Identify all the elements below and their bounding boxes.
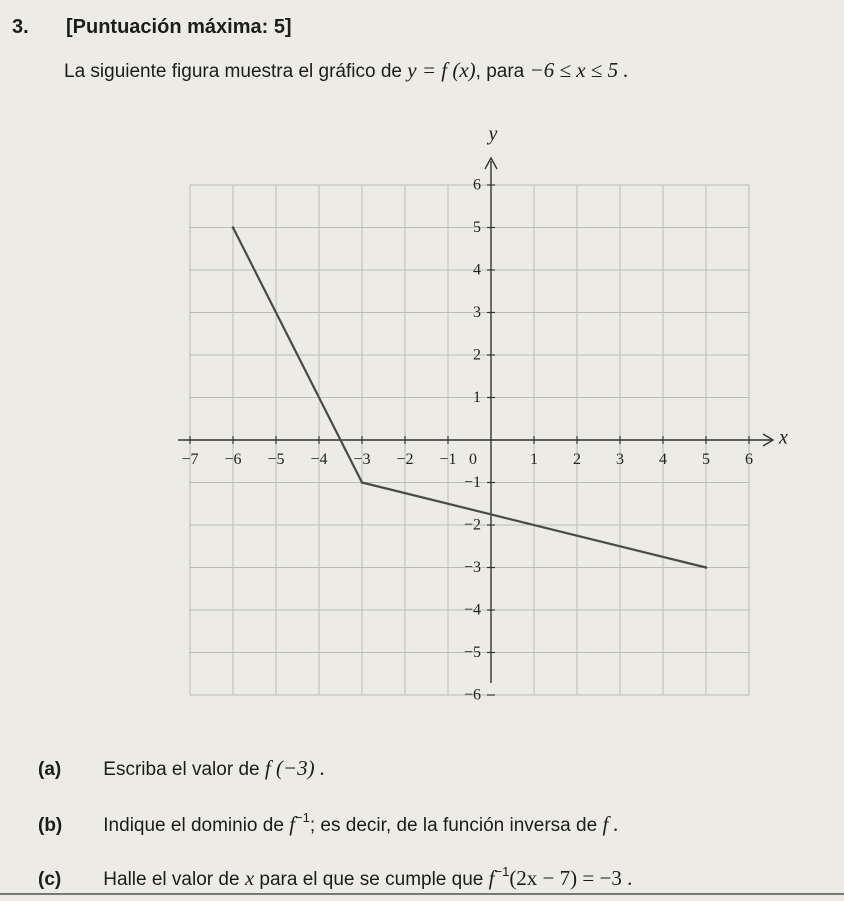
part-b-rest: ; es decir, de la función inversa de	[309, 815, 598, 836]
part-b-sup: −1	[295, 810, 310, 825]
y-tick-label: 3	[473, 304, 481, 322]
part-a-text: Escriba el valor de	[103, 759, 260, 780]
part-b	[38, 810, 619, 837]
x-tick-label: −1	[439, 451, 457, 468]
part-a	[38, 756, 325, 781]
part-b-label: (b)	[38, 815, 63, 836]
y-tick-label: −3	[463, 559, 481, 577]
intro-equation: y = f (x)	[407, 58, 476, 82]
x-tick-label: 6	[745, 451, 753, 468]
axes	[178, 123, 788, 683]
origin-label: 0	[469, 451, 477, 468]
part-c-text: Halle el valor de	[103, 869, 240, 890]
intro-mid: , para	[475, 61, 525, 82]
y-axis-label: y	[488, 123, 498, 145]
page-rule	[0, 893, 844, 895]
part-a-label: (a)	[38, 759, 62, 780]
x-tick-label: 4	[659, 451, 667, 468]
x-axis-label: x	[779, 426, 788, 449]
part-c-math: f	[488, 866, 495, 890]
data-point	[361, 481, 364, 484]
intro-domain: −6 ≤ x ≤ 5 .	[529, 58, 629, 82]
part-c-sup: −1	[494, 864, 510, 879]
x-tick-label: 3	[616, 451, 624, 468]
y-tick-label: 6	[473, 176, 481, 194]
intro-text: La siguiente figura muestra el gráfico de	[64, 61, 402, 82]
y-tick-label: 4	[473, 261, 481, 279]
y-tick-label: 5	[473, 219, 481, 237]
part-c	[38, 864, 632, 891]
y-tick-label: −2	[463, 516, 481, 534]
x-tick-label: 1	[530, 451, 538, 468]
part-b-math: f	[289, 812, 296, 836]
part-b-text: Indique el dominio de	[103, 815, 284, 836]
x-tick-label: −6	[224, 451, 242, 468]
x-tick-label: −4	[310, 451, 328, 468]
part-c-mid: para el que se cumple que	[259, 869, 484, 890]
x-tick-label: −7	[181, 451, 199, 468]
x-tick-label: −3	[353, 451, 371, 468]
y-tick-label: −4	[463, 601, 481, 619]
y-tick-label: −5	[463, 644, 481, 662]
question-marks: [Puntuación máxima: 5]	[66, 16, 292, 38]
y-tick-label: 1	[473, 389, 481, 407]
x-tick-label: −5	[267, 451, 285, 468]
data-point	[705, 566, 708, 569]
x-tick-label: −2	[396, 451, 414, 468]
part-c-label: (c)	[38, 869, 62, 890]
y-tick-label: −1	[463, 474, 481, 492]
y-tick-label: −6	[463, 686, 481, 704]
part-b-math2: f .	[602, 812, 619, 836]
part-c-math-rest: (2x − 7) = −3 .	[509, 866, 633, 890]
x-tick-label: 2	[573, 451, 581, 468]
part-a-math: f (−3) .	[264, 756, 326, 780]
y-tick-label: 2	[473, 346, 481, 364]
data-point	[232, 226, 235, 229]
question-number: 3.	[12, 16, 29, 38]
x-tick-label: 5	[702, 451, 710, 468]
part-c-var: x	[244, 866, 255, 890]
